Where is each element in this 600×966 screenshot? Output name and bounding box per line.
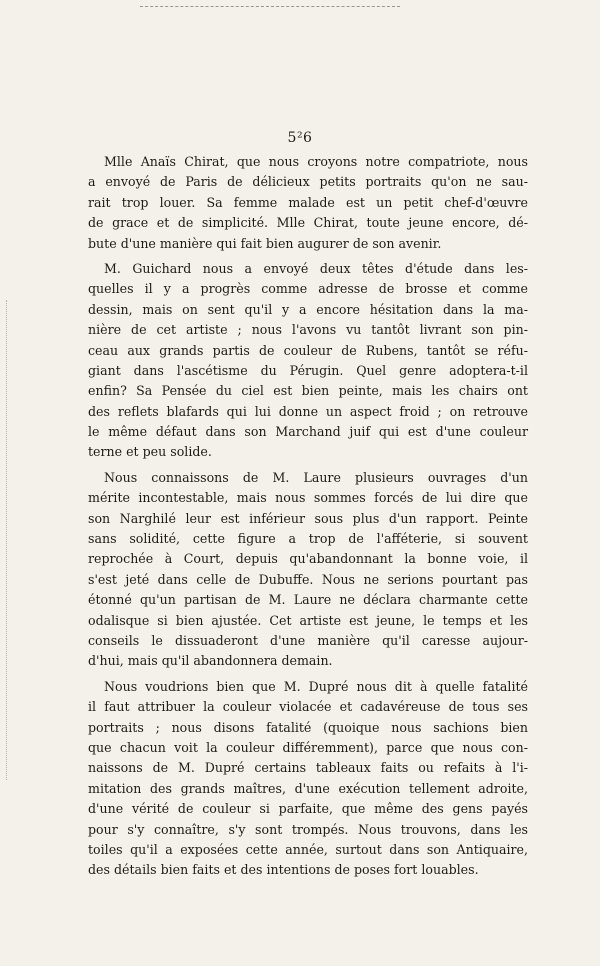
text-line: étonné qu'un partisan de M. Laure ne déclara charmante cette: [88, 592, 528, 608]
text-line: dessin, mais on sent qu'il y a encore hésitation dans la ma-: [88, 301, 528, 317]
text-line: ceau aux grands partis de couleur de Rubens, tantôt se réfu-: [88, 342, 528, 358]
text-line: son Narghilé leur est inférieur sous plus d'un rapport. Peinte: [88, 510, 528, 526]
text-line: enfin? Sa Pensée du ciel est bien peinte, mais les chairs ont: [88, 383, 528, 399]
text-line: Nous voudrions bien que M. Dupré nous dit à quelle fatalité: [104, 678, 528, 694]
text-line: pour s'y connaître, s'y sont trompés. Nous trouvons, dans les: [88, 821, 528, 837]
paragraph: [88, 677, 528, 881]
text-line: rait trop louer. Sa femme malade est un petit chef-d'œuvre: [88, 194, 528, 210]
text-line: quelles il y a progrès comme adresse de brosse et comme: [88, 281, 528, 297]
text-line: reprochée à Court, depuis qu'abandonnant la bonne voie, il: [88, 551, 528, 567]
text-line: sans solidité, cette figure a trop de l'afféterie, si souvent: [88, 531, 528, 547]
text-line: d'une vérité de couleur si parfaite, que même des gens payés: [88, 801, 528, 817]
text-line: mitation des grands maîtres, d'une exécution tellement adroite,: [88, 780, 528, 796]
text-line: mérite incontestable, mais nous sommes forcés de lui dire que: [88, 490, 528, 506]
text-line: d'hui, mais qu'il abandonnera demain.: [88, 653, 333, 669]
text-line: s'est jeté dans celle de Dubuffe. Nous ne serions pourtant pas: [88, 571, 528, 587]
text-line: a envoyé de Paris de délicieux petits portraits qu'on ne sau-: [88, 174, 528, 190]
text-line: des reflets blafards qui lui donne un aspect froid ; on retrouve: [88, 403, 528, 419]
paragraph: [88, 259, 528, 463]
text-line: odalisque si bien ajustée. Cet artiste est jeune, le temps et les: [88, 612, 528, 628]
text-line: nière de cet artiste ; nous l'avons vu tantôt livrant son pin-: [88, 322, 528, 338]
scan-top-rule: [140, 6, 400, 7]
paragraph: [88, 152, 528, 254]
text-line: il faut attribuer la couleur violacée et cadavéreuse de tous ses: [88, 699, 528, 715]
text-line: bute d'une manière qui fait bien augurer de son avenir.: [88, 235, 442, 251]
text-line: M. Guichard nous a envoyé deux têtes d'étude dans les-: [104, 260, 528, 276]
text-line: de grace et de simplicité. Mlle Chirat, toute jeune encore, dé-: [88, 215, 528, 231]
body-text: [88, 152, 528, 881]
text-line: portraits ; nous disons fatalité (quoique nous sachions bien: [88, 719, 528, 735]
text-line: que chacun voit la couleur différemment), parce que nous con-: [88, 739, 528, 755]
scan-left-edge: [6, 300, 7, 780]
page-number: 5²6: [287, 130, 313, 146]
text-line: le même défaut dans son Marchand juif qui est d'une couleur: [88, 424, 528, 440]
text-line: giant dans l'ascétisme du Pérugin. Quel genre adoptera-t-il: [88, 362, 528, 378]
paragraph: [88, 468, 528, 672]
text-line: Nous connaissons de M. Laure plusieurs ouvrages d'un: [104, 469, 528, 485]
text-line: toiles qu'il a exposées cette année, surtout dans son Antiquaire,: [88, 841, 528, 857]
text-line: des détails bien faits et des intentions de poses fort louables.: [88, 862, 479, 878]
text-line: naissons de M. Dupré certains tableaux faits ou refaits à l'i-: [88, 760, 528, 776]
text-line: Mlle Anaïs Chirat, que nous croyons notre compatriote, nous: [104, 154, 528, 169]
text-line: terne et peu solide.: [88, 444, 212, 460]
text-line: conseils le dissuaderont d'une manière qu'il caresse aujour-: [88, 632, 528, 648]
